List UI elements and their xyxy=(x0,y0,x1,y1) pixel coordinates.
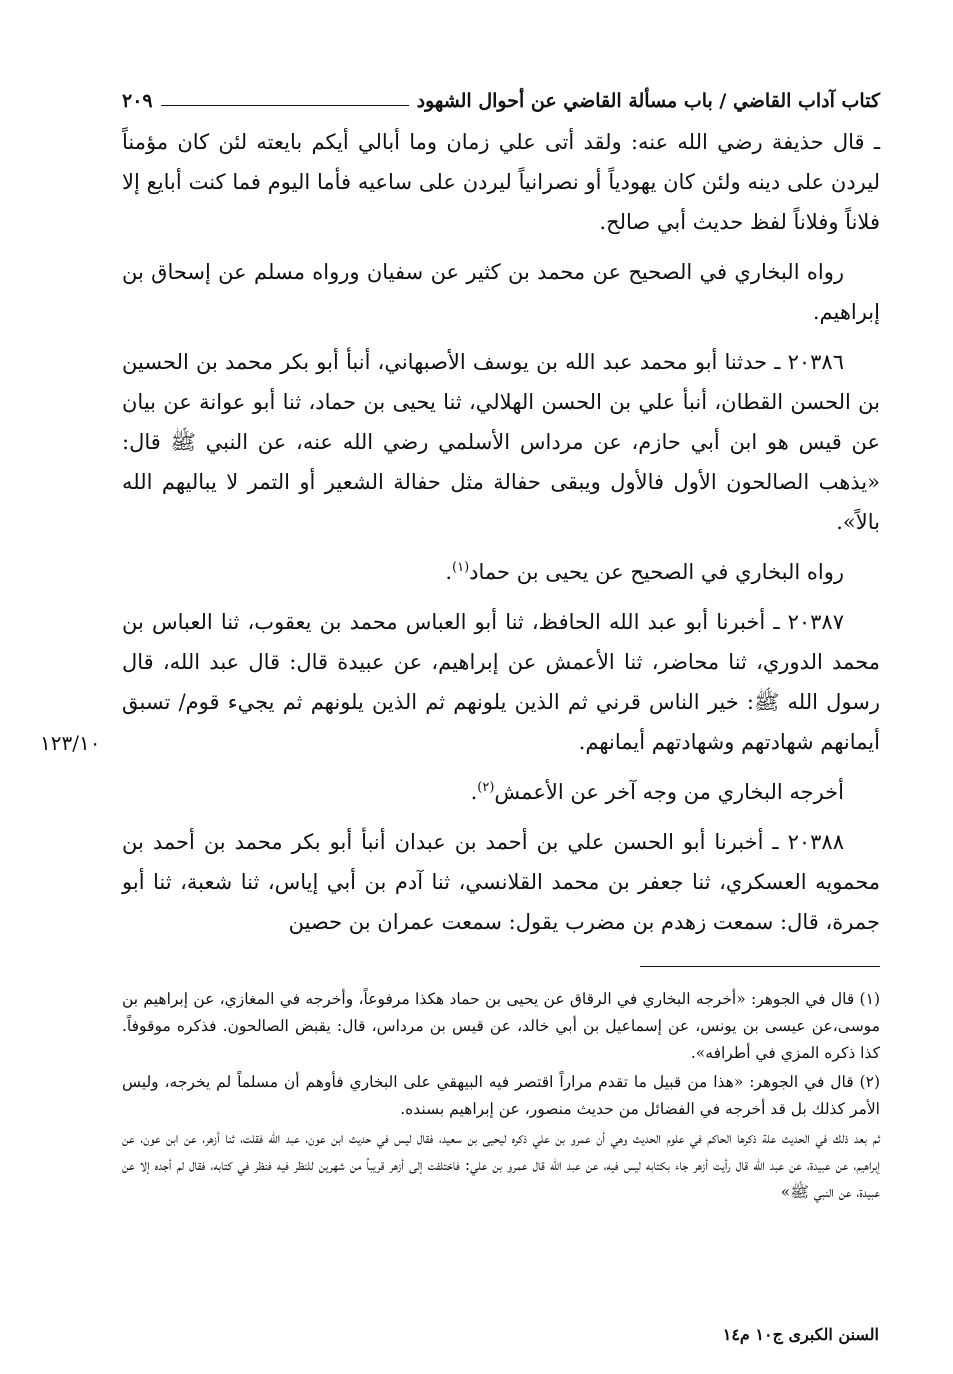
footnote: (١) قال في الجوهر: «أخرجه البخاري في الرقاق عن يحيى بن حماد هكذا مرفوعاً، وأخرجه في المغازي، عن إبراهيم بن موسى،عن عيسى بن يونس، عن إسماعيل بن أبي خالد، عن قيس بن مرداس، قال: يقبض الصالحون. فذكره موقوفاً. كذا ذكره المزي في أطرافه». xyxy=(122,990,880,1062)
footnotes xyxy=(122,986,880,1208)
paragraph xyxy=(122,122,880,242)
margin-volume-page-ref: ١٢٣/١٠ xyxy=(40,731,101,755)
header-rule xyxy=(161,105,409,106)
paragraph-text: رواه البخاري في الصحيح عن محمد بن كثير عن سفيان ورواه مسلم عن إسحاق بن إبراهيم. xyxy=(122,260,880,324)
paragraph-text: ٢٠٣٨٨ ـ أخبرنا أبو الحسن علي بن أحمد بن عبدان أنبأ أبو بكر محمد بن أحمد بن محمويه العسكري، ثنا جعفر بن محمد القلانسي، ثنا آدم بن أبي إياس، ثنا شعبة، ثنا أبو جمرة، قال: سمعت زهدم بن مضرب يقول: سمعت عمران بن حصين xyxy=(122,830,880,934)
paragraph xyxy=(122,252,880,332)
header-title: كتاب آداب القاضي / باب مسألة القاضي عن أحوال الشهود xyxy=(416,90,880,112)
paragraph-text: أخرجه البخاري من وجه آخر عن الأعمش xyxy=(494,780,844,804)
page-number: ٢٠٩ xyxy=(122,90,153,112)
footnote: ثم بعد ذلك في الحديث علة ذكرها الحاكم في علوم الحديث وهي أن عمرو بن علي ذكره ليحيى بن سعيد، فقال ليس في حديث ابن عون، عبد الله فقلت، ثنا أزهر، عن ابن عون، عن إبراهيم، عن عبيدة، عن عبد الله قال رأيت أزهر جاء بكتابه ليس فيه، عن عبد الله قال عمرو بن علي: فاختلفت إلى أزهر قريباً من شهرين للنظر فيه فنظر في كتابه، فقال لم أجده إلا عن عبيدة، عن النبي ﷺ» xyxy=(122,1129,880,1201)
printer-signature: السنن الكبرى ج١٠ م١٤ xyxy=(722,1325,879,1344)
paragraph-text: رواه البخاري في الصحيح عن يحيى بن حماد xyxy=(469,560,844,584)
paragraph xyxy=(122,822,880,942)
footnote-divider xyxy=(640,966,880,967)
paragraph xyxy=(122,602,880,762)
main-text xyxy=(122,122,880,952)
paragraph xyxy=(122,342,880,542)
footnote: (٢) قال في الجوهر: «هذا من قبيل ما تقدم مراراً اقتصر فيه البيهقي على البخاري فأوهم أن مسلماً لم يخرجه، وليس الأمر كذلك بل قد أخرجه في الفضائل من حديث منصور، عن إبراهيم بسنده. xyxy=(122,1073,880,1118)
paragraph-text: ـ قال حذيفة رضي الله عنه: ولقد أتى علي زمان وما أبالي أيكم بايعته لئن كان مؤمناً ليردن على دينه ولئن كان يهودياً أو نصرانياً ليردن على ساعيه فأما اليوم فما كنت أبايع إلا فلاناً وفلاناً لفظ حديث أبي صالح. xyxy=(122,130,880,234)
paragraph-text: ٢٠٣٨٦ ـ حدثنا أبو محمد عبد الله بن يوسف الأصبهاني، أنبأ أبو بكر محمد بن الحسين بن الحسن القطان، أنبأ علي بن الحسن الهلالي، ثنا يحيى بن حماد، ثنا أبو عوانة عن بيان عن قيس هو ابن أبي حازم، عن مرداس الأسلمي رضي الله عنه، عن النبي ﷺ قال: «يذهب الصالحون الأول فالأول ويبقى حفالة مثل حفالة الشعير أو التمر لا يباليهم الله بالاً». xyxy=(122,350,880,534)
paragraph: رواه البخاري في الصحيح عن يحيى بن حماد$^{(١)}$. xyxy=(445,560,844,584)
paragraph-text: ٢٠٣٨٧ ـ أخبرنا أبو عبد الله الحافظ، ثنا أبو العباس محمد بن يعقوب، ثنا العباس بن محمد الدوري، ثنا محاضر، ثنا الأعمش عن إبراهيم، عن عبيدة قال: قال عبد الله، قال رسول الله ﷺ: خير الناس قرني ثم الذين يلونهم ثم الذين يلونهم ثم يجيء قوم/ تسبق أيمانهم شهادتهم وشهادتهم أيمانهم. xyxy=(122,610,880,754)
running-header xyxy=(122,84,880,118)
footnote-ref[interactable]: (٢) xyxy=(477,780,495,795)
footnote-ref[interactable]: (١) xyxy=(452,560,470,575)
paragraph: أخرجه البخاري من وجه آخر عن الأعمش$^{(٢)}$. xyxy=(470,780,844,804)
